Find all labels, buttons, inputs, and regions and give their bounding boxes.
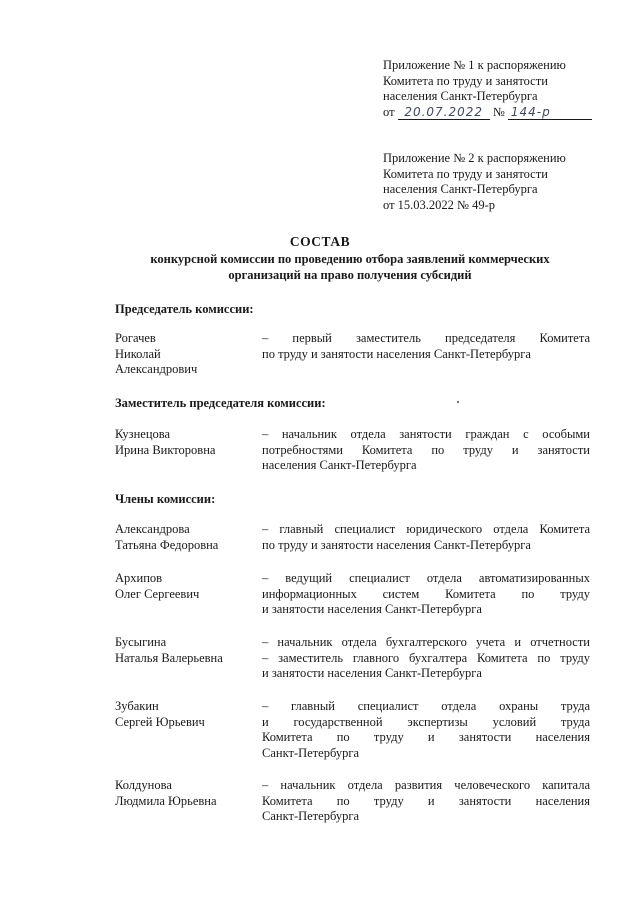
name-line: Олег Сергеевич	[115, 586, 200, 601]
role-line: – заместитель главного бухгалтера Комитета по труду	[262, 650, 590, 665]
name-line: Александрова	[115, 522, 190, 536]
role-line: Санкт-Петербурга	[262, 809, 360, 823]
appendix-2-line: от 15.03.2022 № 49-р	[383, 197, 496, 212]
role-line: по труду и занятости населения Санкт-Петербурга	[262, 537, 531, 552]
name-line: Колдунова	[115, 778, 172, 792]
appendix-1-line: Приложение № 1 к распоряжению	[383, 58, 566, 72]
appendix-1-line: Комитета по труду и занятости	[383, 73, 548, 88]
name-line: Ирина Викторовна	[115, 442, 216, 457]
name-line: Рогачев	[115, 331, 156, 345]
role-line: и государственной экспертизы условий труда	[262, 714, 590, 729]
member-role	[262, 635, 590, 682]
subtitle-line: организаций на право получения субсидий	[228, 267, 472, 282]
role-line: и занятости населения Санкт-Петербурга	[262, 666, 482, 680]
handwritten-number: 144-р	[508, 106, 592, 120]
role-line: – начальник отдела бухгалтерского учета и отчетности	[262, 635, 590, 649]
role-line: – главный специалист юридического отдела Комитета	[262, 522, 590, 536]
role-line: – главный специалист отдела охраны труда	[262, 699, 590, 713]
member-name	[115, 331, 260, 378]
member-name	[115, 635, 260, 666]
member-role	[262, 699, 590, 761]
scan-speck	[457, 401, 459, 403]
appendix-2-line: Комитета по труду и занятости	[383, 166, 548, 181]
role-line: – ведущий специалист отдела автоматизированных	[262, 571, 590, 585]
role-line: – начальник отдела занятости граждан с особыми	[262, 427, 590, 441]
section-heading-deputy: Заместитель председателя комиссии:	[115, 396, 326, 410]
section-heading-members: Члены комиссии:	[115, 492, 216, 506]
name-line: Татьяна Федоровна	[115, 537, 219, 552]
section-heading-chair: Председатель комиссии:	[115, 302, 254, 316]
role-line: Санкт-Петербурга	[262, 745, 360, 760]
handwritten-date: 20.07.2022	[398, 106, 490, 120]
number-sign: №	[492, 104, 505, 119]
name-line: Николай	[115, 346, 161, 361]
name-line: Архипов	[115, 571, 163, 585]
appendix-1-date-line	[383, 105, 628, 121]
member-name	[115, 427, 260, 458]
role-line: населения Санкт-Петербурга	[262, 458, 417, 472]
member-name	[115, 778, 260, 809]
member-role	[262, 427, 590, 474]
role-line: – начальник отдела развития человеческого капитала	[262, 778, 590, 792]
member-name	[115, 699, 260, 730]
appendix-1-block	[383, 58, 628, 120]
role-line: по труду и занятости населения Санкт-Петербурга	[262, 346, 531, 361]
document-title: СОСТАВ	[289, 234, 351, 249]
appendix-2-block	[383, 151, 628, 213]
document-subtitle	[110, 252, 590, 283]
name-line: Сергей Юрьевич	[115, 714, 205, 729]
name-line: Зубакин	[115, 699, 159, 713]
role-line: Комитета по труду и занятости населения	[262, 730, 590, 744]
appendix-2-line: Приложение № 2 к распоряжению	[383, 151, 566, 165]
member-role	[262, 571, 590, 618]
member-role	[262, 778, 590, 825]
name-line: Бусыгина	[115, 635, 167, 649]
name-line: Кузнецова	[115, 427, 171, 441]
appendix-1-line: населения Санкт-Петербурга	[383, 89, 538, 103]
role-line: Комитета по труду и занятости населения	[262, 793, 590, 808]
member-name	[115, 571, 260, 602]
member-role	[262, 331, 590, 362]
name-line: Наталья Валерьевна	[115, 650, 223, 665]
role-line: потребностями Комитета по труду и занятости	[262, 442, 590, 457]
subtitle-line: конкурсной комиссии по проведению отбора заявлений коммерческих	[150, 252, 550, 266]
role-line: и занятости населения Санкт-Петербурга	[262, 602, 482, 616]
date-prefix: от	[383, 104, 395, 119]
member-role	[262, 522, 590, 553]
role-line: – первый заместитель председателя Комитета	[262, 331, 590, 345]
name-line: Александрович	[115, 362, 198, 376]
name-line: Людмила Юрьевна	[115, 793, 217, 808]
appendix-2-line: населения Санкт-Петербурга	[383, 182, 538, 196]
role-line: информационных систем Комитета по труду	[262, 586, 590, 601]
member-name	[115, 522, 260, 553]
